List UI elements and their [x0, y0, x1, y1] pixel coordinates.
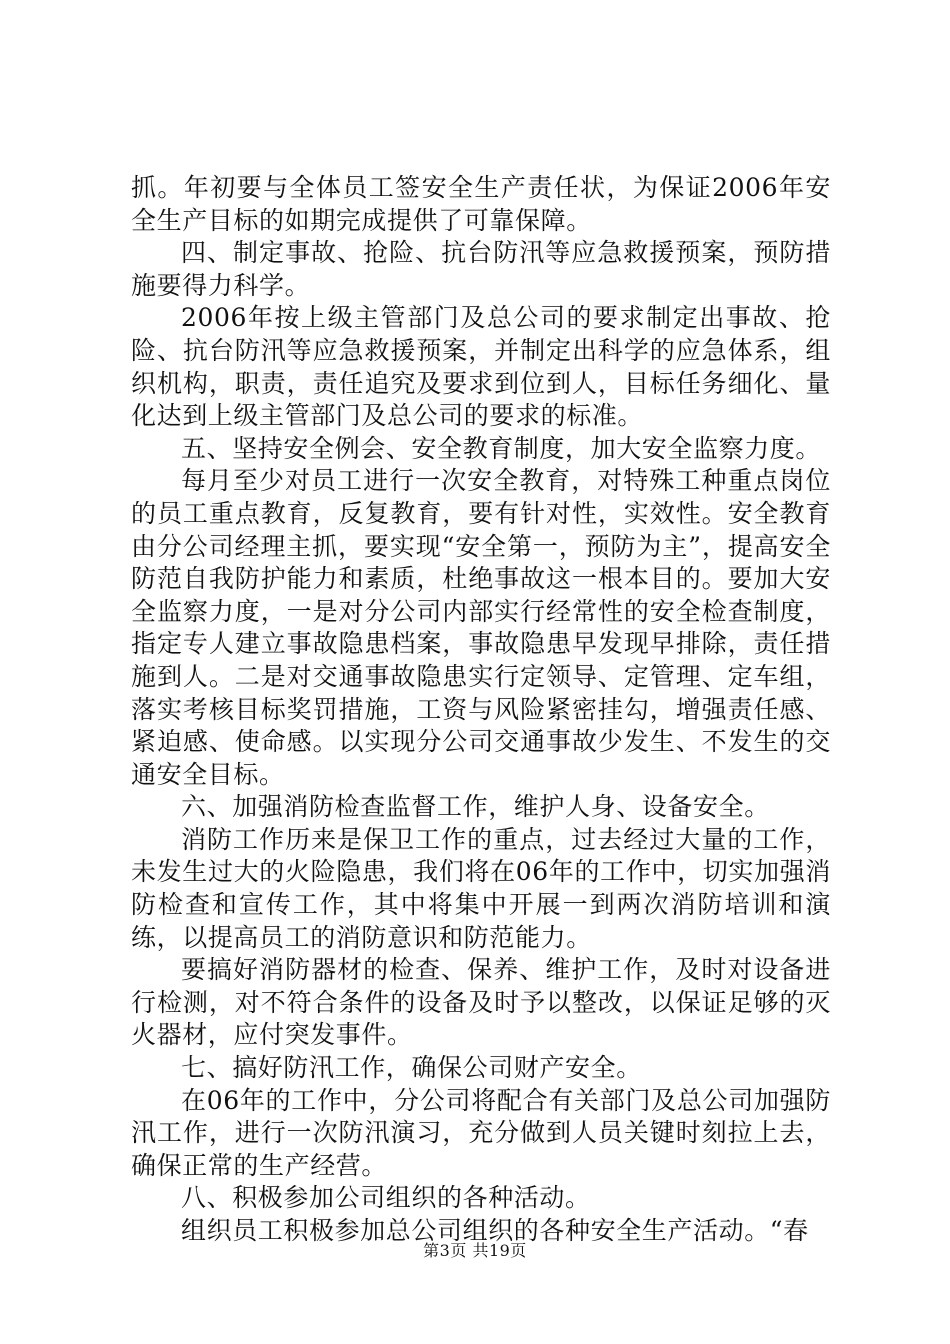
paragraph-continuation: 抓。年初要与全体员工签安全生产责任状，为保证2006年安全生产目标的如期完成提供了可靠保障。 — [131, 173, 831, 235]
paragraph: 每月至少对员工进行一次安全教育，对特殊工种重点岗位的员工重点教育，反复教育，要有针对性，实效性。安全教育由分公司经理主抓，要实现“安全第一，预防为主”，提高安全防范自我防护能力和素质，杜绝事故这一根本目的。要加大安全监察力度，一是对分公司内部实行经常性的安全检查制度，指定专人建立事故隐患档案，事故隐患早发现早排除，责任措施到人。二是对交通事故隐患实行定领导、定管理、定车组，落实考核目标奖罚措施，工资与风险紧密挂勾，增强责任感、紧迫感、使命感。以实现分公司交通事故少发生、不发生的交通安全目标。 — [131, 466, 831, 789]
section-heading-4: 四、制定事故、抢险、抗台防汛等应急救援预案，预防措施要得力科学。 — [131, 238, 831, 300]
paragraph: 2006年按上级主管部门及总公司的要求制定出事故、抢险、抗台防汛等应急救援预案，并制定出科学的应急体系，组织机构，职责，责任追究及要求到位到人，目标任务细化、量化达到上级主管部门及总公司的要求的标准。 — [131, 303, 831, 431]
document-body — [131, 172, 831, 1248]
section-heading-5: 五、坚持安全例会、安全教育制度，加大安全监察力度。 — [181, 433, 822, 463]
section-heading-8: 八、积极参加公司组织的各种活动。 — [181, 1183, 591, 1213]
paragraph: 消防工作历来是保卫工作的重点，过去经过大量的工作，未发生过大的火险隐患，我们将在06年的工作中，切实加强消防检查和宣传工作，其中将集中开展一到两次消防培训和演练，以提高员工的消防意识和防范能力。 — [131, 824, 831, 952]
paragraph: 在06年的工作中，分公司将配合有关部门及总公司加强防汛工作，进行一次防汛演习，充分做到人员关键时刻拉上去，确保正常的生产经营。 — [131, 1085, 831, 1180]
page-number-footer: 第3页 共19页 — [423, 1241, 527, 1260]
paragraph: 组织员工积极参加总公司组织的各种安全生产活动。“春 — [181, 1216, 809, 1245]
section-heading-7: 七、搞好防汛工作，确保公司财产安全。 — [181, 1053, 642, 1083]
section-heading-6: 六、加强消防检查监督工作，维护人身、设备安全。 — [181, 792, 770, 822]
paragraph: 要搞好消防器材的检查、保养、维护工作，及时对设备进行检测，对不符合条件的设备及时予以整改，以保证足够的灭火器材，应付突发事件。 — [131, 955, 831, 1050]
